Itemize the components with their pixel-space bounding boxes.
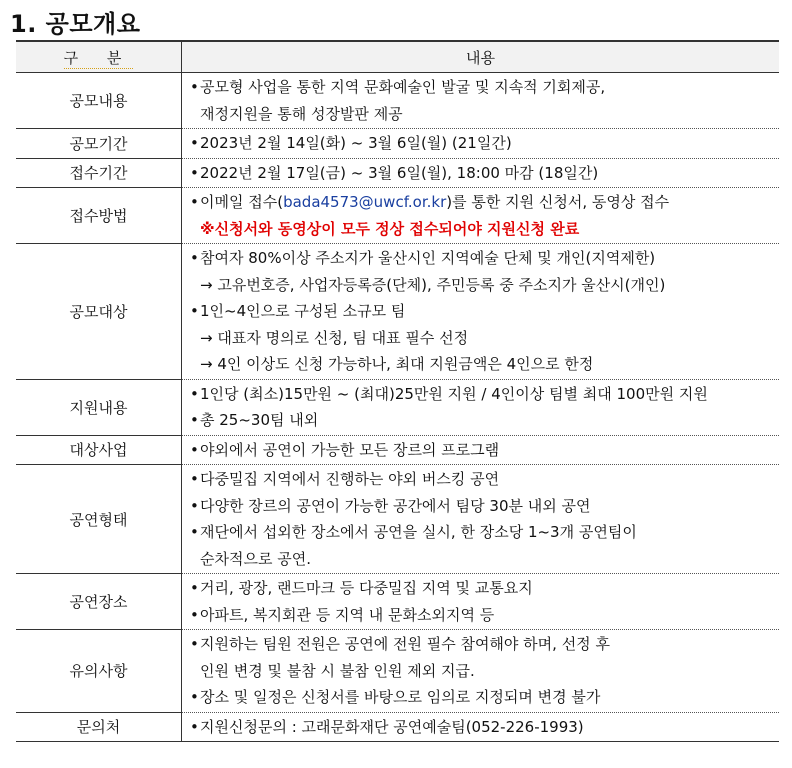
row-category: 유의사항 [16,630,182,713]
section-title: 1. 공모개요 [10,10,141,38]
row-content [182,379,780,435]
content-line: • 참여자 80%이상 주소지가 울산시인 지역예술 단체 및 개인(지역제한) [190,245,779,272]
row-content [182,435,780,465]
header-category: 구 분 [16,41,182,73]
content-line: • 공모형 사업을 통한 지역 문화예술인 발굴 및 지속적 기회제공, [190,74,779,101]
row-content [182,188,780,244]
row-content [182,465,780,574]
table-row [16,158,779,188]
content-line: 인원 변경 및 불참 시 불참 인원 제외 지급. [200,661,475,680]
header-content: 내용 [182,41,780,73]
row-category: 공모기간 [16,129,182,159]
row-content [182,158,780,188]
content-line: • 2022년 2월 17일(금) ~ 3월 6일(월), 18:00 마감 (18일간) [190,160,779,187]
table-row [16,574,779,630]
row-category: 접수기간 [16,158,182,188]
table-row [16,188,779,244]
content-line: • 다양한 장르의 공연이 가능한 공간에서 팀당 30분 내외 공연 [190,493,779,520]
notice-line: ※신청서와 동영상이 모두 정상 접수되어야 지원신청 완료 [200,219,580,238]
content-line: • 1인당 (최소)15만원 ~ (최대)25만원 지원 / 4인이상 팀별 최대 100만원 지원 [190,381,779,408]
row-content [182,129,780,159]
content-line: • 재단에서 섭외한 장소에서 공연을 실시, 한 장소당 1~3개 공연팀이 [190,519,779,546]
content-line: • 지원하는 팀원 전원은 공연에 전원 필수 참여해야 하며, 선정 후 [190,631,779,658]
row-category: 대상사업 [16,435,182,465]
table-header [16,41,779,73]
table-row [16,630,779,713]
row-category: 공모대상 [16,244,182,380]
row-category: 공모내용 [16,73,182,129]
content-line: → 대표자 명의로 신청, 팀 대표 필수 선정 [200,328,469,347]
table-row [16,465,779,574]
content-line: → 고유번호증, 사업자등록증(단체), 주민등록 중 주소지가 울산시(개인) [200,275,666,294]
table-row [16,379,779,435]
content-line: • 장소 및 일정은 신청서를 바탕으로 임의로 지정되며 변경 불가 [190,684,779,711]
email-address[interactable]: bada4573@uwcf.or.kr [283,193,447,211]
row-category: 공연장소 [16,574,182,630]
row-content [182,574,780,630]
content-line: 순차적으로 공연. [200,549,311,568]
row-content [182,630,780,713]
content-line: • 1인~4인으로 구성된 소규모 팀 [190,298,779,325]
row-category: 문의처 [16,712,182,742]
row-category: 지원내용 [16,379,182,435]
content-line: • 거리, 광장, 랜드마크 등 다중밀집 지역 및 교통요지 [190,575,779,602]
content-line: • 야외에서 공연이 가능한 모든 장르의 프로그램 [190,437,779,464]
row-content [182,73,780,129]
table-row [16,129,779,159]
row-category: 공연형태 [16,465,182,574]
overview-table [16,40,779,742]
content-line: • 이메일 접수(bada4573@uwcf.or.kr)를 통한 지원 신청서, 동영상 접수 [190,189,779,216]
row-category: 접수방법 [16,188,182,244]
content-line: • 다중밀집 지역에서 진행하는 야외 버스킹 공연 [190,466,779,493]
table-row [16,73,779,129]
content-line: • 2023년 2월 14일(화) ~ 3월 6일(월) (21일간) [190,130,779,157]
content-line: 재정지원을 통해 성장발판 제공 [200,104,403,123]
content-line: • 지원신청문의 : 고래문화재단 공연예술팀(052-226-1993) [190,714,779,741]
row-content [182,712,780,742]
table-row [16,435,779,465]
table-row [16,244,779,380]
row-content [182,244,780,380]
content-line: • 아파트, 복지회관 등 지역 내 문화소외지역 등 [190,602,779,629]
content-line: → 4인 이상도 신청 가능하나, 최대 지원금액은 4인으로 한정 [200,355,594,373]
content-line: • 총 25~30팀 내외 [190,407,779,434]
table-row [16,712,779,742]
